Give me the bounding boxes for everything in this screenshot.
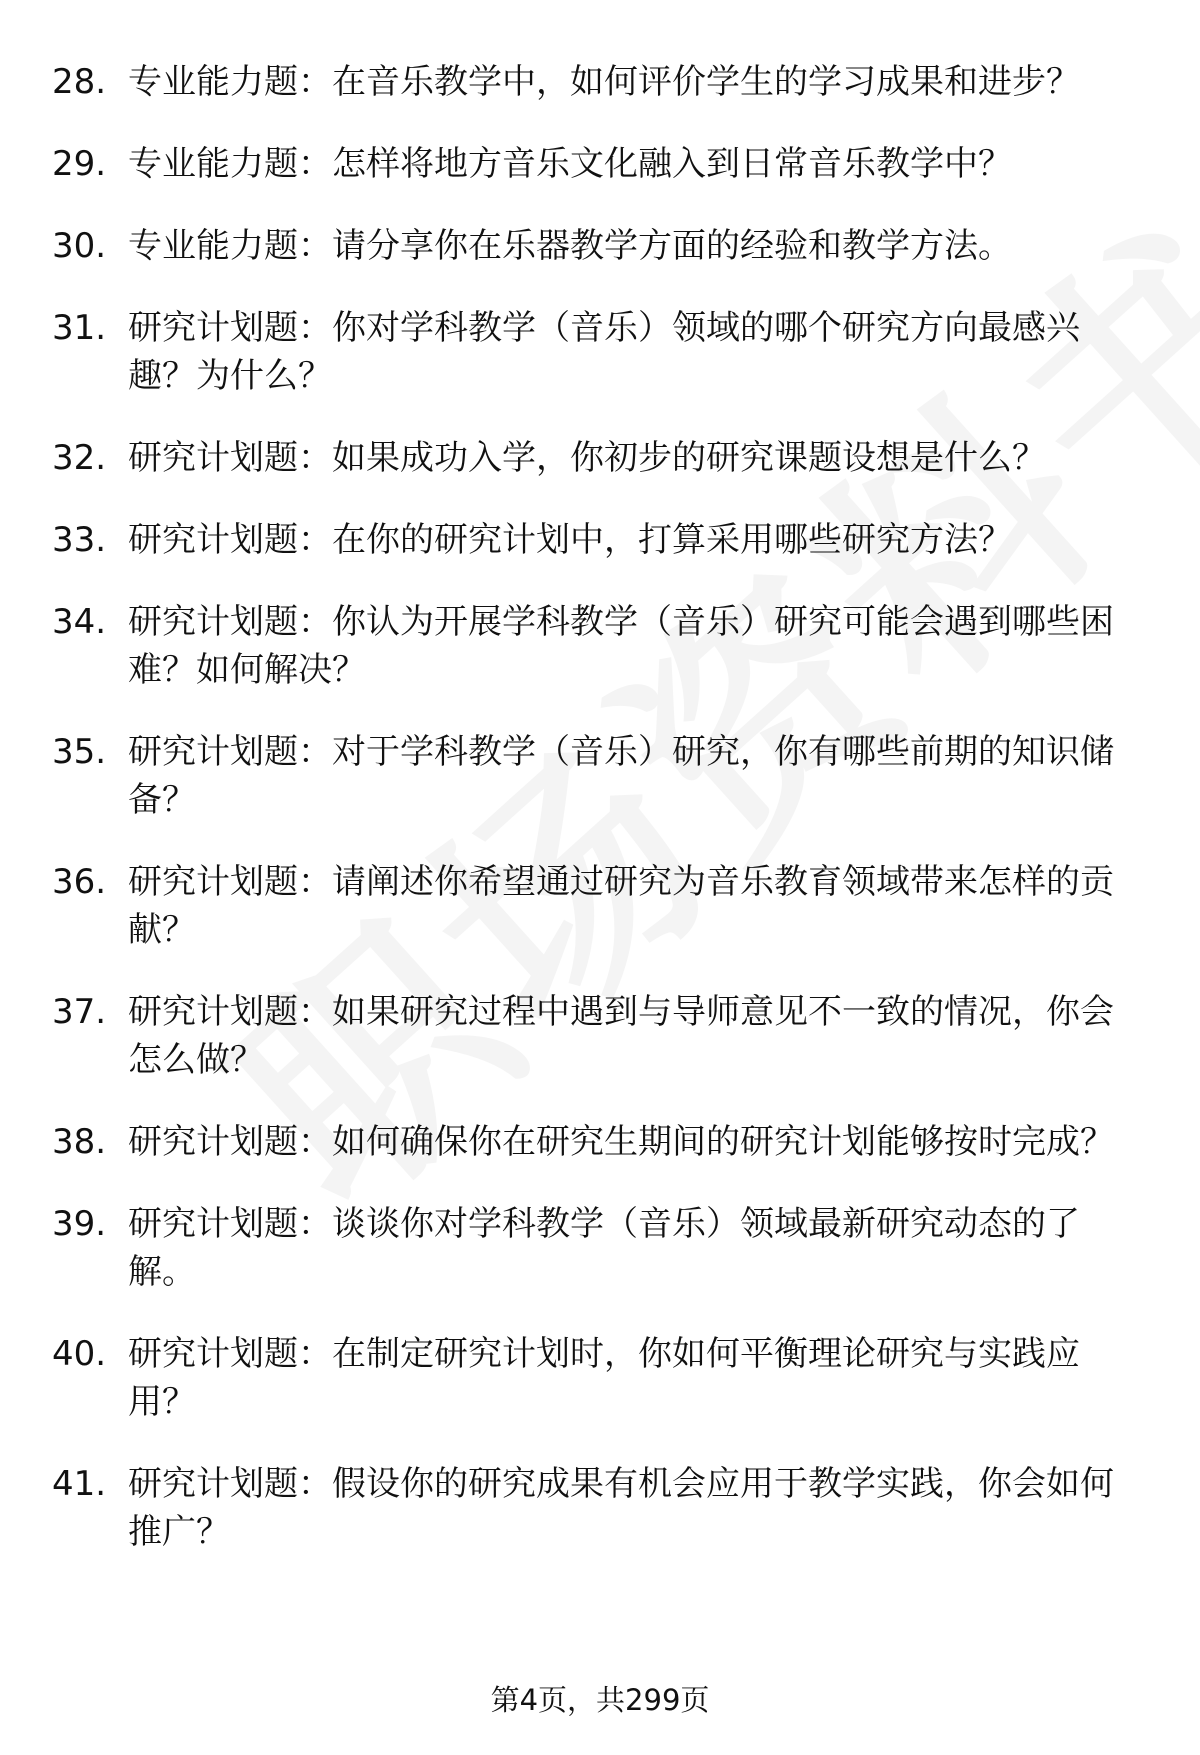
question-text: 如果研究过程中遇到与导师意见不一致的情况，你会怎么做？ [128, 992, 1114, 1080]
question-number: 30. [52, 226, 107, 266]
question-body [128, 222, 1140, 270]
question-text: 请分享你在乐器教学方面的经验和教学方法。 [332, 226, 1012, 266]
question-text: 在制定研究计划时，你如何平衡理论研究与实践应用？ [128, 1334, 1080, 1422]
list-item [52, 1330, 1142, 1426]
question-category: 研究计划题： [128, 438, 332, 478]
question-body [128, 1460, 1140, 1556]
question-text: 在你的研究计划中，打算采用哪些研究方法？ [332, 520, 1012, 560]
question-body [128, 858, 1140, 954]
question-body [128, 1200, 1140, 1296]
question-number: 36. [52, 862, 107, 902]
question-body [128, 1118, 1140, 1166]
question-category: 研究计划题： [128, 992, 332, 1032]
list-item [52, 516, 1142, 564]
question-list [52, 58, 1142, 1590]
question-text: 你对学科教学（音乐）领域的哪个研究方向最感兴趣？为什么？ [128, 308, 1080, 396]
question-category: 专业能力题： [128, 62, 332, 102]
question-number: 37. [52, 992, 107, 1032]
question-body [128, 516, 1140, 564]
question-number: 33. [52, 520, 107, 560]
question-number: 40. [52, 1334, 107, 1374]
list-item [52, 1118, 1142, 1166]
list-item [52, 858, 1142, 954]
question-body [128, 140, 1140, 188]
question-number: 39. [52, 1204, 107, 1244]
question-text: 谈谈你对学科教学（音乐）领域最新研究动态的了解。 [128, 1204, 1080, 1292]
question-category: 研究计划题： [128, 1122, 332, 1162]
question-body [128, 728, 1140, 824]
question-text: 在音乐教学中，如何评价学生的学习成果和进步？ [332, 62, 1080, 102]
question-category: 研究计划题： [128, 602, 332, 642]
question-category: 研究计划题： [128, 732, 332, 772]
list-item [52, 728, 1142, 824]
question-text: 请阐述你希望通过研究为音乐教育领域带来怎样的贡献？ [128, 862, 1114, 950]
question-body [128, 988, 1140, 1084]
question-category: 研究计划题： [128, 1464, 332, 1504]
question-body [128, 58, 1140, 106]
list-item [52, 222, 1142, 270]
question-number: 29. [52, 144, 107, 184]
question-text: 对于学科教学（音乐）研究，你有哪些前期的知识储备？ [128, 732, 1114, 820]
question-number: 35. [52, 732, 107, 772]
question-text: 你认为开展学科教学（音乐）研究可能会遇到哪些困难？如何解决？ [128, 602, 1114, 690]
question-number: 31. [52, 308, 107, 348]
question-category: 研究计划题： [128, 862, 332, 902]
list-item [52, 598, 1142, 694]
list-item [52, 58, 1142, 106]
question-number: 38. [52, 1122, 107, 1162]
question-number: 34. [52, 602, 107, 642]
question-category: 研究计划题： [128, 308, 332, 348]
question-text: 怎样将地方音乐文化融入到日常音乐教学中？ [332, 144, 1012, 184]
question-category: 专业能力题： [128, 144, 332, 184]
list-item [52, 304, 1142, 400]
question-text: 如何确保你在研究生期间的研究计划能够按时完成？ [332, 1122, 1114, 1162]
page-footer: 第4页，共299页 [490, 1683, 710, 1717]
question-category: 研究计划题： [128, 1204, 332, 1244]
question-body [128, 1330, 1140, 1426]
question-body [128, 434, 1140, 482]
question-text: 假设你的研究成果有机会应用于教学实践，你会如何推广？ [128, 1464, 1114, 1552]
question-category: 研究计划题： [128, 1334, 332, 1374]
list-item [52, 988, 1142, 1084]
question-text: 如果成功入学，你初步的研究课题设想是什么？ [332, 438, 1046, 478]
list-item [52, 1200, 1142, 1296]
question-category: 研究计划题： [128, 520, 332, 560]
question-body [128, 304, 1140, 400]
question-body [128, 598, 1140, 694]
question-number: 41. [52, 1464, 107, 1504]
list-item [52, 140, 1142, 188]
question-number: 32. [52, 438, 107, 478]
list-item [52, 434, 1142, 482]
question-category: 专业能力题： [128, 226, 332, 266]
question-number: 28. [52, 62, 107, 102]
list-item [52, 1460, 1142, 1556]
